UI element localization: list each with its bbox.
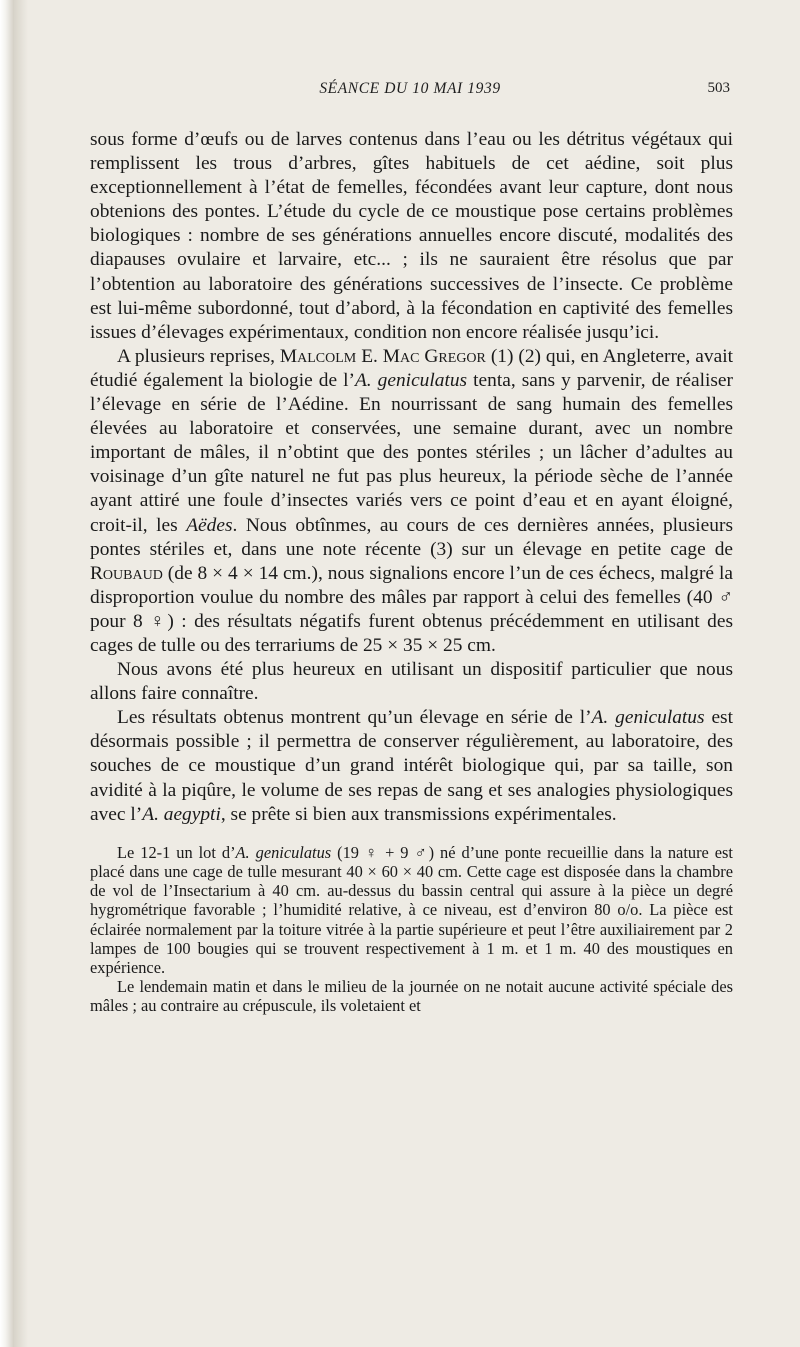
- text-run: A plusieurs reprises,: [117, 345, 280, 367]
- page-header: [90, 80, 730, 104]
- text-run: Les résultats obtenus montrent qu’un élevage en série de l’: [117, 707, 592, 729]
- paragraph: [90, 345, 733, 658]
- italic-text-run: A. geniculatus: [354, 369, 468, 391]
- paragraph: [90, 706, 733, 826]
- small-caps-name: Malcolm E. Mac Gregor: [279, 345, 486, 367]
- body-text: [90, 128, 733, 1016]
- text-run: (19 ♀ + 9 ♂) né d’une ponte recueillie dans la nature est placé dans une cage de tulle mesurant 40 × 60 × 40 cm. Cette cage est disposée dans la chambre de vol de l’Insectarium à 40 cm. au-dessus du bassin central qui assure à la pièce un degré hygrométrique favorable ; l’humidité relative, à ce niveau, est d’environ 80 o/o. La pièce est éclairée normalement par la toiture vitrée à la partie supérieure et peut l’être auxiliairement par 2 lampes de 100 bougies qui se trouvent respectivement à 1 m. et 1 m. 40 des moustiques en expérience.: [90, 842, 733, 977]
- text-run: tenta, sans y parvenir, de réaliser l’élevage en série de l’Aédine. En nourrissant de sang humain des femelles élevées au laboratoire et conservées, une semaine durant, avec un nombre important de mâles, il n’obtint que des pontes stériles ; un lâcher d’adultes au voisinage d’un gîte naturel ne fut pas plus heureux, la période sèche de l’année ayant attiré une foule d’insectes variés vers ce point d’eau et en ayant éloigné, croit-il, les: [90, 369, 733, 536]
- text-run: est désormais possible ; il permettra de conserver régulièrement, au laboratoire, des souches de ce moustique d’un grand intérêt biologique qui, par sa taille, son avidité à la piqûre, le volume de ses repas de sang et ses analogies physiologiques avec l’: [90, 707, 733, 825]
- small-caps-name: Roubaud: [90, 562, 163, 584]
- page-number: 503: [707, 80, 730, 96]
- paragraph: [90, 128, 733, 345]
- text-run: , se prête si bien aux transmissions expérimentales.: [220, 803, 617, 825]
- small-print-text: [90, 843, 733, 1016]
- running-title: SÉANCE DU 10 MAI 1939: [319, 80, 501, 97]
- text-run: (1) (2) qui, en Angleterre, avait étudié également la biologie de l’: [90, 345, 733, 391]
- text-run: sous forme d’œufs ou de larves contenus dans l’eau ou les détritus végétaux qui remplissent les trous d’arbres, gîtes habituels de cet aédine, soit plus exceptionnellement à l’état de femelles, fécondées avant leur capture, dont nous obtenions des pontes. L’étude du cycle de ce moustique pose certains problèmes biologiques : nombre de ses générations annuelles encore discuté, modalités des diapauses ovulaire et larvaire, etc... ; ils ne sauraient être résolus que par l’obtention au laboratoire des générations successives de l’insecte. Ce problème est lui-même subordonné, tout d’abord, à la fécondation en captivité des femelles issues d’élevages expérimentaux, condition non encore réalisée jusqu’ici.: [90, 129, 733, 343]
- gutter-shadow: [14, 0, 28, 1347]
- main-text: [90, 128, 733, 827]
- text-run: (de 8 × 4 × 14 cm.), nous signalions encore l’un de ces échecs, malgré la disproportion voulue du nombre des mâles par rapport à celui des femelles (40 ♂ pour 8 ♀) : des résultats négatifs furent obtenus précédemment en utilisant des cages de tulle ou des terrariums de 25 × 35 × 25 cm.: [90, 562, 733, 656]
- small-paragraph: [90, 843, 733, 977]
- small-paragraph: [90, 977, 733, 1015]
- text-run: . Nous obtînmes, au cours de ces dernières années, plusieurs pontes stériles et, dans une note récente (3) sur un élevage en petite cage de: [90, 514, 733, 560]
- italic-text-run: A. aegypti: [142, 803, 221, 825]
- book-spine-edge: [0, 0, 14, 1347]
- text-run: Le 12-1 un lot d’: [117, 842, 236, 862]
- text-run: Nous avons été plus heureux en utilisant un dispositif particulier que nous allons faire connaître.: [90, 659, 733, 705]
- italic-text-run: Aëdes: [186, 514, 233, 536]
- italic-text-run: A. geniculatus: [235, 842, 332, 862]
- italic-text-run: A. geniculatus: [591, 707, 705, 729]
- paragraph: [90, 658, 733, 706]
- text-run: Le lendemain matin et dans le milieu de la journée on ne notait aucune activité spéciale des mâles ; au contraire au crépuscule, ils voletaient et: [90, 977, 733, 1016]
